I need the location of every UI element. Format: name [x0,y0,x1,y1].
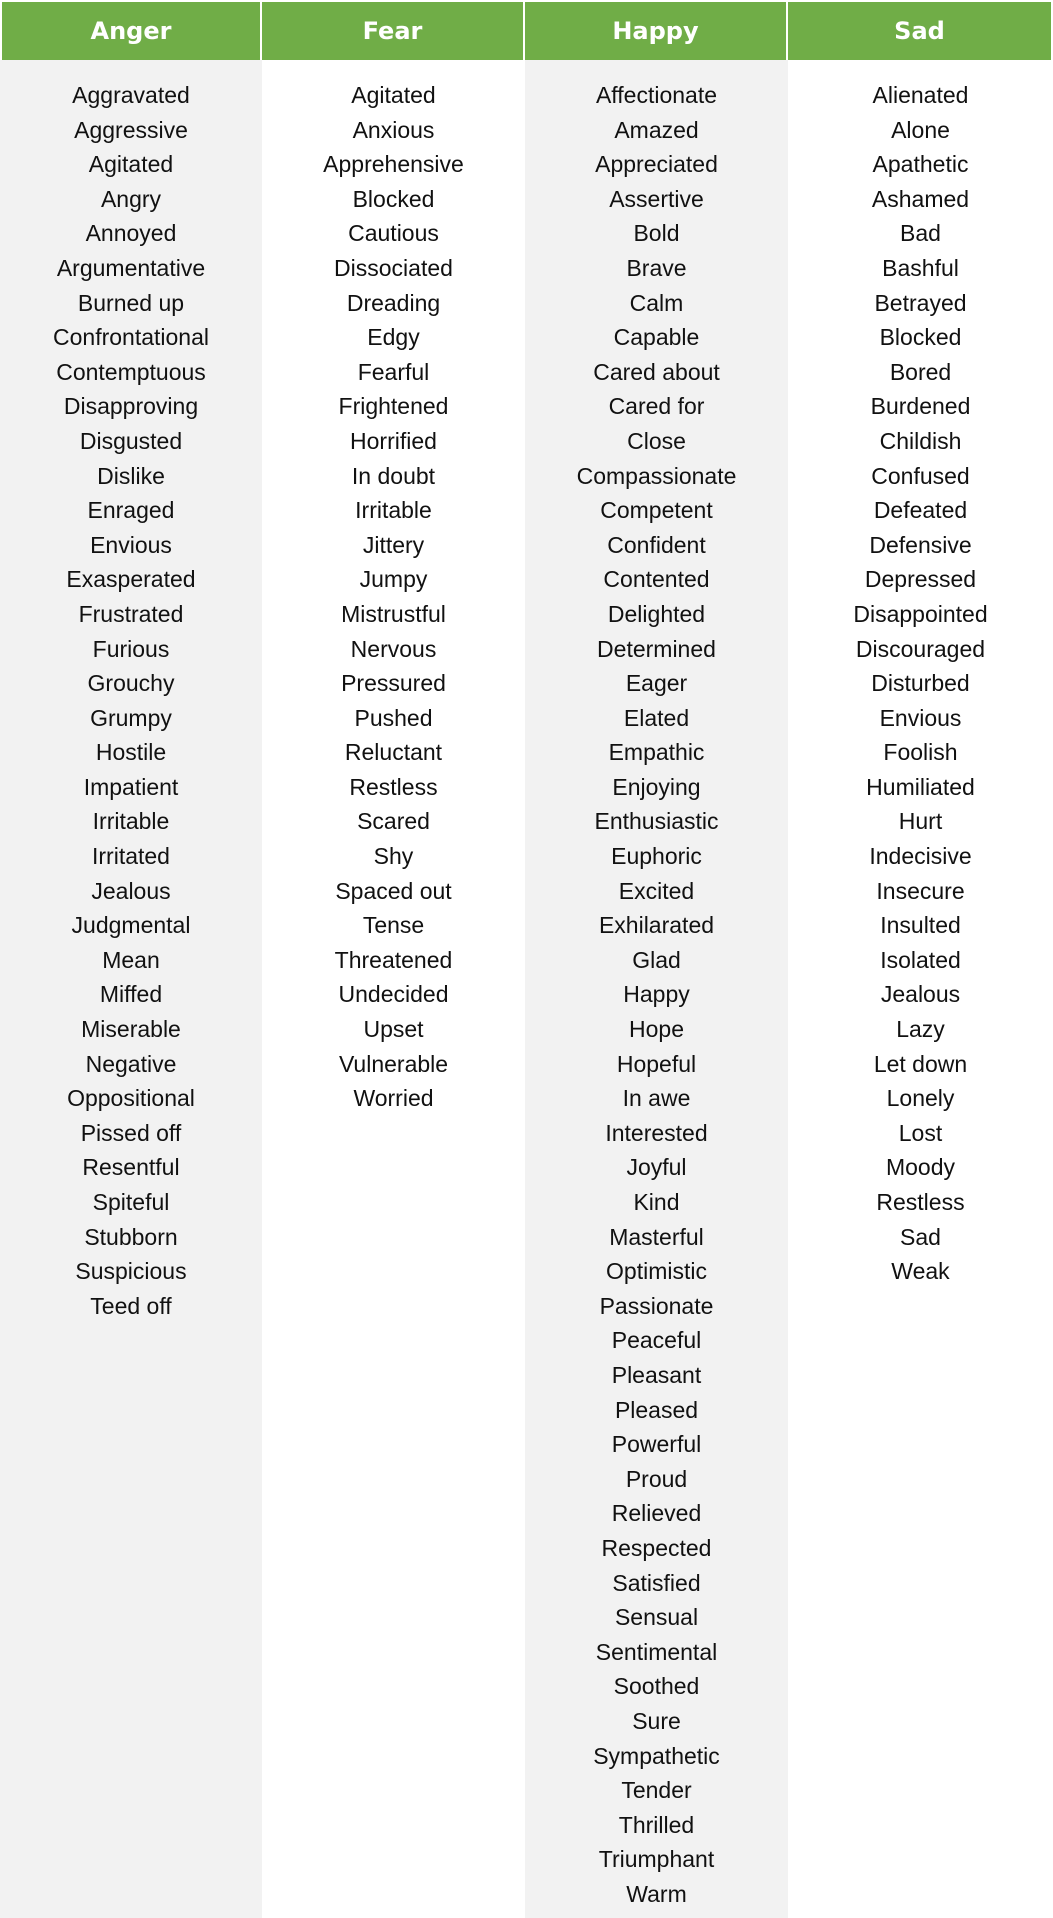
emotion-word: Tense [362,912,425,939]
emotion-word: Upset [363,1016,424,1043]
emotion-word: Confrontational [53,324,209,351]
emotion-word: Shy [373,843,414,870]
emotion-word: Passionate [599,1292,714,1319]
emotion-word: Aggravated [72,82,190,108]
emotion-word: Restless [349,773,438,800]
emotion-word: Irritable [355,497,432,524]
emotion-word: Reluctant [344,739,443,766]
emotion-word: Betrayed [874,289,967,316]
emotion-word: Aggressive [74,116,188,143]
emotion-word: Excited [618,877,695,904]
emotion-word: Contemptuous [56,358,206,385]
emotion-word: Sad [900,1223,941,1250]
emotion-word: Sympathetic [593,1742,720,1769]
emotion-word: Joyful [626,1154,687,1181]
emotion-word: Jealous [880,981,961,1008]
emotion-word: Jealous [91,877,171,904]
emotion-word: Bold [633,220,680,247]
emotion-word: Satisfied [612,1569,701,1596]
emotion-word: Lost [898,1119,943,1146]
emotion-word: Defeated [873,497,968,524]
emotion-word: Grumpy [90,704,172,731]
emotion-word: Apprehensive [323,151,464,178]
emotion-word: Stubborn [84,1223,178,1250]
emotion-word: Depressed [864,566,977,593]
emotion-word: Burned up [77,289,185,316]
emotion-word: Teed off [90,1292,172,1319]
emotion-word: Blocked [879,324,962,351]
emotion-word: Threatened [334,946,453,973]
emotion-word: Capable [613,324,700,351]
emotion-word: Negative [85,1050,177,1077]
emotion-word: Optimistic [606,1258,707,1285]
emotion-word: Frustrated [78,600,184,627]
emotion-word: Childish [879,427,962,454]
emotion-word: Mean [102,946,160,973]
emotion-word: Dislike [97,462,165,489]
emotion-word: Enthusiastic [594,808,719,835]
emotion-word: Angry [100,185,162,212]
emotion-word: Proud [625,1465,688,1492]
emotion-word: Enraged [87,497,175,524]
emotion-word: Dreading [346,289,441,316]
emotion-word: Pressured [341,670,446,697]
emotion-word: Cautious [348,220,439,247]
emotion-word: Impatient [83,773,179,800]
emotion-word: Hope [629,1016,684,1043]
emotion-word: Alone [891,116,950,143]
emotion-word: Worried [353,1085,434,1112]
emotion-word: Disapproving [63,393,199,420]
emotion-word: Foolish [883,739,958,766]
emotion-word: Euphoric [611,843,702,870]
emotion-word: Amazed [614,116,699,143]
column-header-anger: Anger [0,0,262,60]
emotion-word: Anxious [352,116,435,143]
column-header-fear: Fear [262,0,525,60]
emotion-word: Pissed off [80,1119,182,1146]
emotion-word: Restless [876,1189,965,1215]
emotion-word: Annoyed [85,220,177,247]
emotion-word: Insecure [876,877,965,904]
emotion-word: Competent [600,497,713,524]
emotion-word: Ashamed [871,185,970,212]
emotion-word: Alienated [872,82,969,108]
emotion-word: Affectionate [595,82,718,108]
column-anger [0,0,262,1918]
emotion-word: Glad [632,946,681,973]
emotion-word: Grouchy [87,670,175,697]
emotion-word: Bored [889,358,952,385]
emotion-word: Furious [92,635,170,662]
emotion-word: Empathic [608,739,705,766]
emotion-word: Fearful [357,358,430,385]
emotion-word: Frightened [338,393,449,420]
word-list-happy [525,60,788,1911]
emotion-word: Disappointed [853,600,988,627]
emotion-word: Hurt [898,808,943,835]
emotion-word: In doubt [351,462,436,489]
emotion-word: Hopeful [616,1050,697,1077]
emotion-word: Elated [623,704,690,731]
emotion-word: Oppositional [67,1085,195,1112]
emotion-word: Masterful [609,1223,704,1250]
emotion-word: Nervous [350,635,437,662]
emotion-word: Close [627,427,686,454]
emotion-word: Disturbed [871,670,970,697]
emotion-word: Horrified [350,427,437,454]
emotion-word: Compassionate [576,462,737,489]
emotion-word: Exasperated [66,566,196,593]
word-list-sad [788,60,1053,1289]
emotion-word: Powerful [611,1431,702,1458]
emotion-word: Soothed [613,1673,700,1700]
emotion-word: Defensive [869,531,972,558]
emotion-word: Enjoying [612,773,701,800]
emotion-word: Jittery [362,531,425,558]
emotion-word: Happy [623,981,690,1008]
emotion-word: Cared about [593,358,720,385]
emotion-word: Thrilled [618,1811,695,1838]
column-fear [262,0,525,1918]
emotion-word: Sure [632,1707,681,1734]
emotion-word: Tender [621,1777,692,1804]
emotion-word: Dissociated [334,254,453,281]
word-list-anger [0,60,262,1323]
emotion-word: Mistrustful [341,600,446,627]
emotion-word: Respected [601,1534,712,1561]
emotion-word: Envious [879,704,962,731]
emotion-word: Confident [607,531,706,558]
emotion-word: Exhilarated [598,912,715,939]
emotion-word: Spaced out [335,877,452,904]
emotion-word: Blocked [352,185,435,212]
emotion-word: Discouraged [855,635,986,662]
emotion-word: Determined [597,635,716,662]
emotion-word: Edgy [367,324,420,351]
emotion-word: Moody [885,1154,956,1181]
column-header-happy: Happy [525,0,788,60]
emotion-word: Warm [626,1880,687,1907]
emotion-word: Judgmental [71,912,191,939]
emotion-word: Hostile [95,739,167,766]
emotion-word: Argumentative [56,254,206,281]
column-header-sad: Sad [788,0,1053,60]
emotion-word: Agitated [351,82,436,108]
emotion-word: Resentful [82,1154,180,1181]
emotion-word: Bad [900,220,941,247]
emotion-word: Spiteful [92,1189,170,1215]
emotion-word: Eager [625,670,688,697]
emotion-word: Disgusted [79,427,183,454]
emotion-word: Assertive [609,185,704,212]
emotion-word: Peaceful [611,1327,702,1354]
emotion-word: Suspicious [75,1258,187,1285]
emotion-word: Indecisive [869,843,972,870]
emotion-word: Insulted [880,912,961,939]
emotion-word: Agitated [88,151,174,178]
column-happy [525,0,788,1918]
emotion-word: Calm [629,289,684,316]
emotion-word: In awe [622,1085,691,1112]
emotion-word: Interested [605,1119,708,1146]
emotion-word: Let down [873,1050,968,1077]
emotion-word: Envious [90,531,172,558]
emotion-word: Confused [871,462,970,489]
emotion-word: Contented [603,566,710,593]
emotion-word: Kind [633,1189,680,1215]
emotion-word: Vulnerable [338,1050,449,1077]
emotion-word: Triumphant [598,1846,715,1873]
emotion-word: Delighted [607,600,706,627]
emotion-word: Irritable [92,808,170,835]
emotion-word: Appreciated [595,151,718,178]
emotion-word: Pleasant [611,1361,702,1388]
word-list-fear [262,60,525,1116]
emotion-word: Miffed [99,981,163,1008]
emotion-word: Scared [357,808,430,835]
emotion-word: Sentimental [595,1638,718,1665]
emotion-word: Relieved [611,1500,702,1527]
emotion-word: Lazy [896,1016,945,1043]
emotion-word: Humiliated [866,773,975,800]
emotion-word: Bashful [882,254,959,281]
emotion-word: Cared for [608,393,705,420]
emotion-word: Lonely [886,1085,955,1112]
emotion-word: Jumpy [359,566,428,593]
emotion-word: Isolated [880,946,961,973]
emotion-word: Pushed [354,704,433,731]
column-sad [788,0,1053,1918]
emotion-word: Weak [891,1258,950,1285]
emotion-word: Sensual [614,1604,699,1631]
emotion-word: Pleased [614,1396,699,1423]
emotion-word: Irritated [92,843,170,870]
emotion-word: Undecided [338,981,449,1008]
emotion-word: Burdened [870,393,971,420]
emotion-word: Miserable [81,1016,181,1043]
emotion-word: Apathetic [872,151,969,178]
emotion-word: Brave [626,254,687,281]
